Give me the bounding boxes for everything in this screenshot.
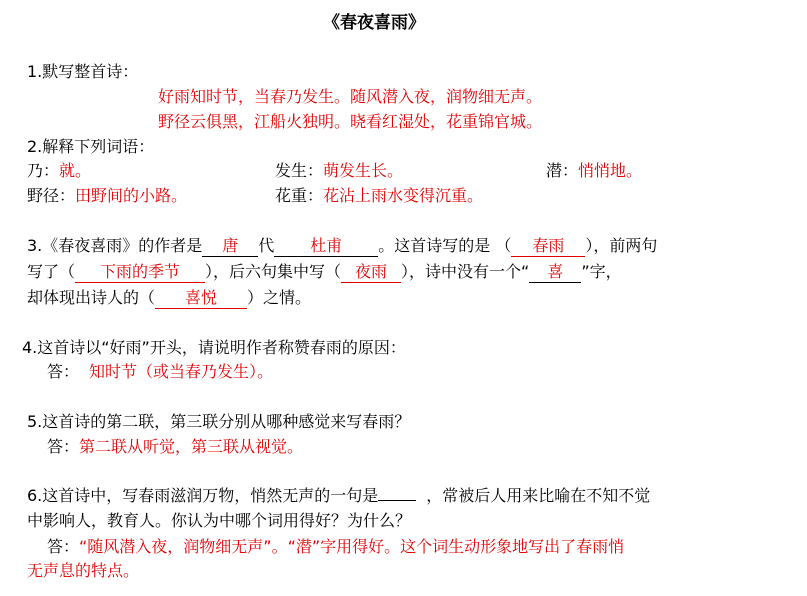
q6-question-line-2: 中影响人，教育人。你认为中哪个词用得好？为什么？ (27, 511, 412, 530)
term-label: 野径： (27, 186, 76, 205)
answer-char: 喜 (547, 262, 564, 281)
term-huazhong (275, 186, 483, 206)
q1-label: 1.默写整首诗： (27, 62, 139, 81)
q2-label: 2.解释下列词语： (27, 137, 155, 156)
answer-label: 答： (47, 437, 80, 456)
q3-text: 代 (258, 236, 275, 255)
q3-text: 写了（ (27, 262, 76, 281)
q3-line-1 (27, 236, 657, 257)
term-definition: 悄悄地。 (578, 161, 643, 180)
q6-answer-line-2: 无声息的特点。 (27, 561, 140, 580)
q4-answer (47, 362, 273, 382)
term-yejing (27, 186, 187, 206)
answer-dynasty: 唐 (222, 236, 239, 255)
term-definition: 田野间的小路。 (75, 186, 188, 205)
term-qian (546, 161, 642, 181)
q6-answer-line-1 (47, 537, 624, 557)
answer-first-lines: 下雨的季节 (100, 262, 181, 281)
q3-line-3 (27, 288, 311, 309)
blank-dynasty (202, 236, 258, 257)
answer-author: 杜甫 (310, 236, 343, 255)
answer-text: 第二联从听觉，第三联从视觉。 (79, 437, 304, 456)
term-nai (27, 161, 91, 181)
blank-season (511, 236, 585, 257)
q3-text: ），后六句集中写（ (205, 262, 342, 281)
term-definition: 萌发生长。 (323, 161, 404, 180)
blank-first-lines (75, 262, 205, 283)
term-label: 发生： (275, 161, 324, 180)
answer-emotion: 喜悦 (185, 288, 218, 307)
q5-answer (47, 437, 303, 457)
q3-text: ），前两句 (585, 236, 658, 255)
q6-text: ，常被后人用来比喻在不知不觉 (426, 486, 651, 505)
term-definition: 花沾上雨水变得沉重。 (323, 186, 484, 205)
blank-char (529, 262, 581, 283)
term-label: 乃： (27, 161, 60, 180)
q6-text: 6.这首诗中，写春雨滋润万物，悄然无声的一句是 (27, 486, 379, 505)
q3-text: ”字， (581, 262, 622, 281)
blank-sentence (378, 500, 416, 501)
q3-text: 。这首诗写的是 （ (378, 236, 512, 255)
answer-text: 知时节（或当春乃发生）。 (89, 362, 274, 381)
term-label: 潜： (546, 161, 579, 180)
q3-line-2 (27, 262, 622, 283)
term-label: 花重： (275, 186, 324, 205)
answer-label: 答： (47, 362, 80, 381)
q5-question: 5.这首诗的第二联，第三联分别从哪种感觉来写春雨？ (27, 412, 411, 431)
poem-line-1: 好雨知时节，当春乃发生。随风潜入夜，润物细无声。 (158, 87, 543, 106)
poem-line-2: 野径云俱黑，江船火独明。晓看红湿处，花重锦官城。 (158, 112, 543, 131)
answer-label: 答： (47, 537, 80, 556)
q3-text: ）之情。 (247, 288, 312, 307)
blank-author (274, 236, 378, 257)
q4-question: 4.这首诗以“好雨”开头，请说明作者称赞春雨的原因： (22, 338, 406, 357)
answer-rest-lines: 夜雨 (355, 262, 388, 281)
q6-question-line-1 (27, 486, 650, 506)
q3-text: 3.《春夜喜雨》的作者是 (27, 236, 203, 255)
answer-text: “随风潜入夜，润物细无声”。“潜”字用得好。这个词生动形象地写出了春雨悄 (79, 537, 625, 556)
term-definition: 就。 (59, 161, 92, 180)
q3-text: ），诗中没有一个“ (401, 262, 530, 281)
term-fasheng (275, 161, 403, 181)
answer-season: 春雨 (532, 236, 565, 255)
blank-emotion (155, 288, 247, 309)
blank-rest-lines (341, 262, 401, 283)
q3-text: 却体现出诗人的（ (27, 288, 156, 307)
page-title: 《春夜喜雨》 (323, 13, 425, 33)
